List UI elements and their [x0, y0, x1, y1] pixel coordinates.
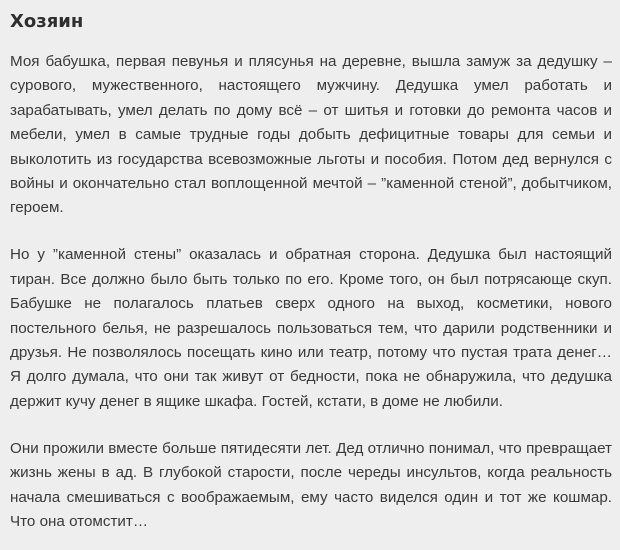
article	[10, 10, 612, 535]
article-paragraph-1: Моя бабушка, первая певунья и плясунья на деревне, вышла замуж за дедушку – сурового, мужественного, настоящего мужчину. Дедушка умел работать и зарабатывать, умел делать по дому всё – от шитья и готовки до ремонта часов и мебели, умел в самые трудные годы добыть дефицитные товары для семьи и выколотить из государства всевозможные льготы и пособия. Потом дед вернулся с войны и окончательно стал воплощенной мечтой – ”каменной стеной”, добытчиком, героем.	[10, 53, 612, 217]
article-title: Хозяин	[10, 11, 84, 32]
article-paragraph-3: Они прожили вместе больше пятидесяти лет. Дед отлично понимал, что превращает жизнь жены в ад. В глубокой старости, после череды инсультов, когда реальность начала смешиваться с воображаемым, ему часто виделся один и тот же кошмар. Что она отомстит…	[10, 439, 612, 531]
article-paragraph-2: Но у ”каменной стены” оказалась и обратная сторона. Дедушка был настоящий тиран. Все должно было быть только по его. Кроме того, он был потрясающе скуп. Бабушке не полагалось платьев сверх одного на выход, косметики, нового постельного белья, не разрешалось пользоваться тем, что дарили родственники и друзья. Не позволялось посещать кино или театр, потому что пустая трата денег… Я долго думала, что они так живут от бедности, пока не обнаружила, что дедушка держит кучу денег в ящике шкафа. Гостей, кстати, в доме не любили.	[10, 246, 612, 410]
